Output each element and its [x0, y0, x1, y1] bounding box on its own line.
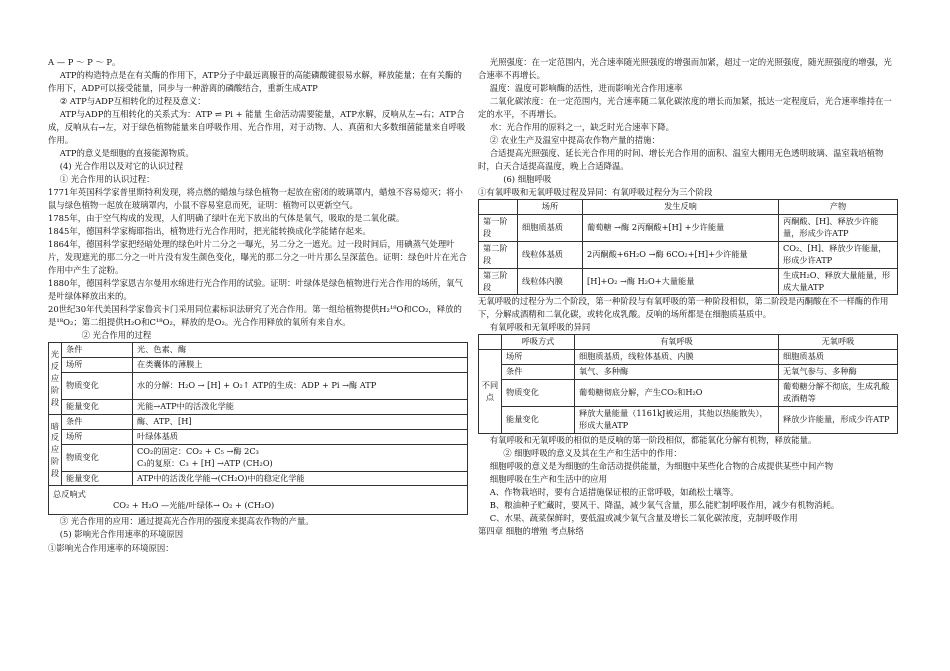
text-line: A — P ～ P ～ P。 [48, 57, 121, 67]
table-row [479, 406, 898, 433]
table-header [479, 200, 518, 215]
paragraph: 温度：温度可影响酶的活性，进而影响光合作用速率 [489, 83, 683, 94]
paragraph: ATP与ADP的互相转化的关系式为：ATP ⇌ Pi + 能量 生命活动需要能量，ATP水解，反响从左→右；ATP合成，反响从右→左，对于绿色植物能量来自呼吸作用、光合作用，对于动物、人、真菌和大多数细菌能量来自呼吸作用。 [48, 109, 466, 146]
table-cell: 葡萄糖 →酶 2丙酮酸+[H] +少许能量 [583, 215, 779, 242]
table-row [479, 268, 898, 295]
paragraph: 二氧化碳浓度：在一定范围内，光合速率随二氧化碳浓度的增长而加紧，抵达一定程度后，光合速率维持在一定的水平，不再增长。 [478, 96, 892, 120]
table-cell: 物质变化 [502, 380, 575, 407]
equation: CO₂的固定：CO₂ + C₅ →酶 2C₃ [137, 445, 259, 456]
table-header: 场所 [518, 200, 583, 215]
table-row [479, 365, 898, 380]
subheading: ①影响光合作用速率的环境原因： [48, 542, 174, 553]
subheading: ② 光合作用的过程 [81, 330, 152, 341]
photosynthesis-table [48, 342, 468, 515]
paragraph: 细胞呼吸在生产和生活中的应用 [489, 473, 607, 484]
paragraph: 有氧呼吸和无氧呼吸的相似的是反响的第一阶段相似，都能氧化分解有机物，释放能量。 [489, 434, 817, 445]
table-cell [133, 444, 468, 471]
dark-stage-label: 暗反应阶段 [49, 415, 62, 486]
respiration-compare-table [478, 334, 898, 433]
table-cell: 线粒体基质 [518, 241, 583, 268]
table-cell: 能量变化 [62, 471, 133, 486]
right-column [478, 56, 898, 538]
paragraph: ATP的构造特点是在有关酶的作用下，ATP分子中最远离腺苷的高能磷酸键很易水解，释放能量；在有关酶的作用下，ADP可以接受能量，同步与一种游离的磷酸结合，重新生成ATP [48, 70, 462, 94]
paragraph: 水：光合作用的原料之一，缺乏时光合速率下降。 [489, 122, 674, 133]
subheading: ① 光合作用的认识过程： [59, 174, 155, 185]
table-cell: 场所 [62, 429, 133, 444]
subheading: ② ATP与ADP互相转化的过程及意义： [59, 96, 206, 107]
side-label: 不同点 [479, 350, 502, 433]
table-cell: 物质变化 [62, 444, 133, 471]
table-row [479, 241, 898, 268]
table-header: 呼吸方式 [502, 335, 575, 350]
table-cell: 无氧气参与、多种酶 [779, 365, 898, 380]
total-equation: CO₂ + H₂O —光能/叶绿体→ O₂ + (CH₂O) [113, 500, 275, 511]
paragraph: ATP的意义是细胞的直接能源物质。 [59, 148, 194, 159]
subheading: (4) 光合作用以及对它的认识过程 [59, 161, 184, 172]
left-column [48, 56, 468, 555]
paragraph: 1845年，德国科学家梅耶指出，植物进行光合作用时，把光能转换成化学能储存起来。 [48, 226, 371, 237]
table-header: 无氧呼吸 [779, 335, 898, 350]
table-cell: 细胞质基质，线粒体基质、内膜 [575, 350, 779, 365]
subheading: ② 农业生产及温室中提高农作物产量的措施： [489, 135, 660, 146]
table-row [479, 215, 898, 242]
table-header [479, 335, 502, 350]
table-cell: 水的分解：H₂O → [H] + O₂↑ ATP的生成：ADP + Pi →酶 ATP [133, 373, 468, 400]
total-label: 总反响式 [53, 488, 86, 499]
table-cell: 物质变化 [62, 373, 133, 400]
equation: C₃的复原：C₃ + [H] →ATP (CH₂O) [137, 457, 273, 468]
table-header: 有氧呼吸 [575, 335, 779, 350]
subheading: (6) 细胞呼吸 [503, 174, 552, 185]
paragraph: 合适提高光照强度、延长光合作用的时间、增长光合作用的面积、温室大棚用无色透明玻璃、温室栽培植物时，白天合适提高温度，晚上合适降温。 [478, 148, 884, 172]
table-cell: [H]+O₂ →酶 H₂O+大量能量 [583, 268, 779, 295]
list-item: A、作物栽培时，要有合适措施保证根的正常呼吸，如疏松土壤等。 [489, 486, 739, 497]
table-row [479, 380, 898, 407]
paragraph: 光照强度：在一定范围内，光合速率随光照强度的增强而加紧，超过一定的光照强度，随光照强度的增强，光合速率不再增长。 [478, 57, 892, 81]
table-cell: 第三阶段 [479, 268, 518, 295]
table-cell: 能量变化 [62, 400, 133, 415]
subheading: ② 细胞呼吸的意义及其在生产和生活中的作用： [503, 447, 682, 458]
table-cell: 生成H₂O、释放大量能量，形成大量ATP [779, 268, 898, 295]
paragraph: 1785年，由于空气构成的发现，人们明确了绿叶在光下放出的气体是氧气，吸取的是二氧化碳。 [48, 213, 405, 224]
table-header: 产物 [779, 200, 898, 215]
paragraph: 1880年，德国科学家恩吉尔曼用水绵进行光合作用的试验。证明：叶绿体是绿色植物进行光合作用的场所，氧气是叶绿体释放出来的。 [48, 278, 463, 302]
table-cell: 场所 [62, 358, 133, 373]
paragraph: 1864年，德国科学家把经暗处理的绿色叶片二分之一曝光，另二分之一遮光。过一段时间后，用碘蒸气处理叶片，发现遮光的那二分之一叶片没有发生颜色变化，曝光的那二分之一叶片那么呈深蓝色。证明：绿色叶片在光合作用中产生了淀粉。 [48, 239, 467, 276]
subheading: 有氧呼吸和无氧呼吸的异同 [489, 322, 591, 333]
table-cell: 光能→ATP中的活泼化学能 [133, 400, 468, 415]
table-header: 发生反响 [583, 200, 779, 215]
paragraph: 无氧呼吸的过程分为二个阶段，第一种阶段与有氧呼吸的第一种阶段相似，第二阶段是丙酮酸在不一样酶的作用下，分解成酒精和二氧化碳，或转化成乳酸。反响的场所都是在细胞质基质中。 [478, 296, 889, 320]
table-cell: 2丙酮酸+6H₂O →酶 6CO₂+[H]+少许能量 [583, 241, 779, 268]
respiration-stages-table [478, 199, 898, 295]
table-cell: 细胞质基质 [518, 215, 583, 242]
table-cell: ATP中的活泼化学能→(CH₂O)中的稳定化学能 [133, 471, 468, 486]
table-row [479, 350, 898, 365]
paragraph: ③ 光合作用的应用：通过提高光合作用的强度来提高农作物的产量。 [59, 516, 314, 527]
table-cell: 能量变化 [502, 406, 575, 433]
table-cell: 第二阶段 [479, 241, 518, 268]
table-cell: 葡萄糖分解不彻底，生成乳酸或酒精等 [779, 380, 898, 407]
paragraph: 20世纪30年代美国科学家鲁宾卡门采用同位素标识法研究了光合作用。第一组给植物提供H₂¹⁸O和CO₂，释放的是¹⁸O₂；第二组提供H₂O和C¹⁸O₂，释放的是O₂。光合作用释放的氧所有来自水。 [48, 304, 462, 328]
light-stage-label: 光反应阶段 [49, 343, 62, 415]
table-cell: 在类囊体的薄膜上 [133, 358, 468, 373]
paragraph: 1771年英国科学家普里斯特利发现，将点燃的蜡烛与绿色植物一起放在密闭的玻璃罩内，蜡烛不容易熄灭；将小鼠与绿色植物一起放在玻璃罩内，小鼠不容易窒息而死，证明：植物可以更新空气。 [48, 187, 463, 211]
table-cell: 酶、ATP、[H] [133, 415, 468, 430]
table-cell [49, 486, 468, 515]
table-cell: 释放大量能量（1161kJ被运用，其他以热能散失），形成大量ATP [575, 406, 779, 433]
table-cell: 场所 [502, 350, 575, 365]
list-item: B、粮油种子贮藏时，要风干、降温，减少氧气含量，那么能贮制呼吸作用，减少有机物消耗。 [489, 499, 840, 510]
table-cell: 条件 [62, 343, 133, 358]
table-cell: 释放少许能量，形成少许ATP [779, 406, 898, 433]
table-cell: 丙酮酸、[H]、释放少许能量，形成少许ATP [779, 215, 898, 242]
list-item: C、水果、蔬菜保鲜时，要低温或减少氧气含量及增长二氧化碳浓度，克制呼吸作用 [489, 512, 798, 523]
table-cell: 光、色素、酶 [133, 343, 468, 358]
paragraph: 细胞呼吸的意义是为细胞的生命活动提供能量，为细胞中某些化合物的合成提供某些中间产物 [489, 460, 834, 471]
table-cell: 细胞质基质 [779, 350, 898, 365]
table-cell: 第一阶段 [479, 215, 518, 242]
table-cell: 叶绿体基质 [133, 429, 468, 444]
table-cell: 氧气、多种酶 [575, 365, 779, 380]
table-cell: CO₂、[H]、释放少许能量，形成少许ATP [779, 241, 898, 268]
table-cell: 条件 [62, 415, 133, 430]
chapter-heading: 第四章 细胞的增殖 考点脉络 [478, 525, 584, 536]
table-cell: 条件 [502, 365, 575, 380]
subheading: (5) 影响光合作用速率的环境原因 [59, 529, 184, 540]
table-cell: 葡萄糖彻底分解，产生CO₂和H₂O [575, 380, 779, 407]
table-cell: 线粒体内膜 [518, 268, 583, 295]
subheading: ①有氧呼吸和无氧呼吸过程及异同：有氧呼吸过程分为三个阶段 [478, 187, 713, 198]
